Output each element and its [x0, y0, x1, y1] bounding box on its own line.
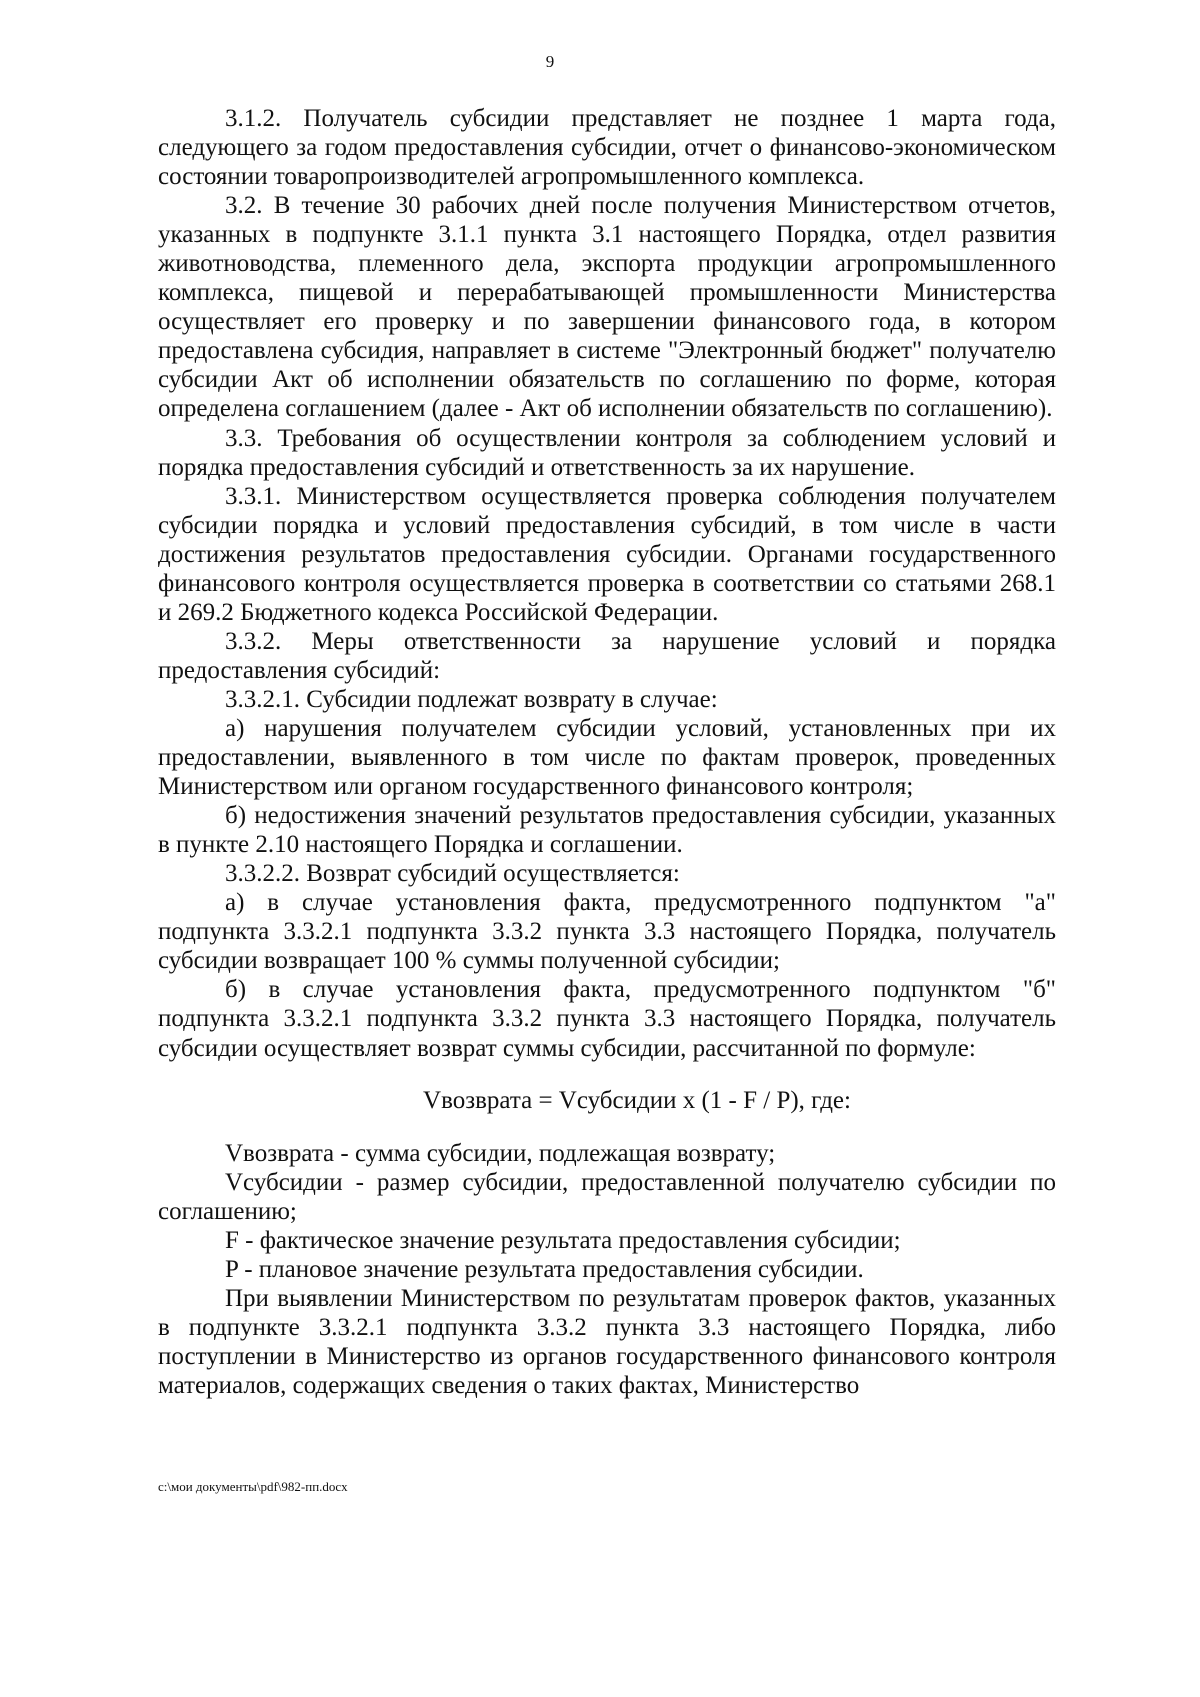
- paragraph-3-3-2-2: 3.3.2.2. Возврат субсидий осуществляется:: [225, 860, 680, 888]
- paragraph-3-3-2-1: 3.3.2.1. Субсидии подлежат возврату в случае:: [225, 685, 718, 713]
- definition-f: F - фактическое значение результата предоставления субсидии;: [225, 1226, 901, 1254]
- paragraph-3-1-2: 3.1.2. Получатель субсидии представляет не позднее 1 марта года, следующего за годом предоставления субсидии, отчет о финансово-экономическом состоянии товаропроизводителей агропромышленного комплекса.: [158, 105, 1056, 191]
- paragraph-item-b: б) недостижения значений результатов предоставления субсидии, указанных в пункте 2.10 настоящего Порядка и соглашении.: [158, 802, 1056, 859]
- definition-v-subsidy: Vсубсидии - размер субсидии, предоставленной получателю субсидии по соглашению;: [158, 1168, 1056, 1225]
- document-body: [158, 104, 1056, 1400]
- page-number: 9: [545, 52, 555, 71]
- paragraph-3-3: 3.3. Требования об осуществлении контроля за соблюдением условий и порядка предоставления субсидий и ответственность за их нарушение.: [158, 424, 1056, 481]
- definition-p: P - плановое значение результата предоставления субсидии.: [225, 1255, 864, 1283]
- definition-v-return: Vвозврата - сумма субсидии, подлежащая возврату;: [225, 1139, 776, 1167]
- paragraph-return-b: б) в случае установления факта, предусмотренного подпунктом "б" подпункта 3.3.2.1 подпункта 3.3.2 пункта 3.3 настоящего Порядка, получатель субсидии осуществляет возврат суммы субсидии, рассчитанной по формуле:: [158, 976, 1056, 1062]
- paragraph-return-a: а) в случае установления факта, предусмотренного подпунктом "а" подпункта 3.3.2.1 подпункта 3.3.2 пункта 3.3 настоящего Порядка, получатель субсидии возвращает 100 % суммы полученной субсидии;: [158, 889, 1056, 975]
- paragraph-item-a: а) нарушения получателем субсидии условий, установленных при их предоставлении, выявленного в том числе по фактам проверок, проведенных Министерством или органом государственного финансового контроля;: [158, 714, 1056, 801]
- return-formula: Vвозврата = Vсубсидии x (1 - F / P), где:: [423, 1086, 851, 1114]
- paragraph-3-3-1: 3.3.1. Министерством осуществляется проверка соблюдения получателем субсидии порядка и условий предоставления субсидий, в том числе в части достижения результатов предоставления субсидии. Органами государственного финансового контроля осуществляется проверка в соответствии со статьями 268.1 и 269.2 Бюджетного кодекса Российской Федерации.: [158, 482, 1056, 626]
- paragraph-3-2: 3.2. В течение 30 рабочих дней после получения Министерством отчетов, указанных в подпункте 3.1.1 пункта 3.1 настоящего Порядка, отдел развития животноводства, племенного дела, экспорта продукции агропромышленного комплекса, пищевой и перерабатывающей промышленности Министерства осуществляет его проверку и по завершении финансового года, в котором предоставлена субсидия, направляет в системе "Электронный бюджет" получателю субсидии Акт об исполнении обязательств по соглашению по форме, которая определена соглашением (далее - Акт об исполнении обязательств по соглашению).: [158, 192, 1056, 423]
- paragraph-violations: При выявлении Министерством по результатам проверок фактов, указанных в подпункте 3.3.2.1 подпункта 3.3.2 пункта 3.3 настоящего Порядка, либо поступлении в Министерство из органов государственного финансового контроля материалов, содержащих сведения о таких фактах, Министерство: [158, 1284, 1056, 1399]
- paragraph-3-3-2: 3.3.2. Меры ответственности за нарушение условий и порядка предоставления субсидий:: [158, 627, 1056, 684]
- footer-file-path: c:\мои документы\pdf\982-пп.docx: [158, 1479, 348, 1494]
